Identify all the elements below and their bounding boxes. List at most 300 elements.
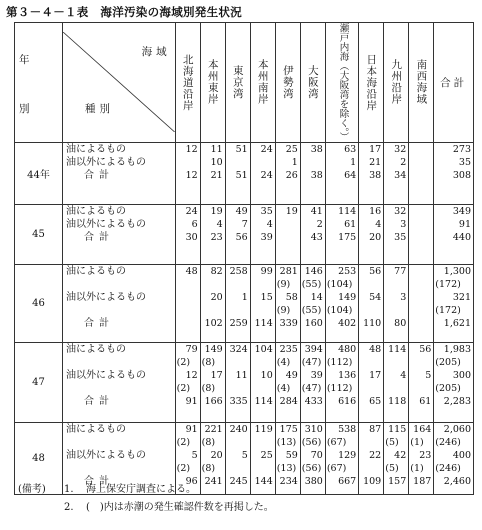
value-text: 91 xyxy=(185,423,198,435)
red-tide-count: (112) xyxy=(326,356,353,368)
category-label: 油以外によるもの xyxy=(65,449,146,461)
value-text xyxy=(176,291,198,304)
value-text: 26 xyxy=(285,169,298,181)
value-cell xyxy=(434,342,474,422)
value-text: 35 xyxy=(260,205,273,217)
value-cell xyxy=(359,142,384,204)
value-text: 4 xyxy=(400,369,407,381)
value-cell xyxy=(300,422,325,494)
year-cell: 45 xyxy=(15,204,63,264)
col-header-japan-sea: 日本海沿岸 xyxy=(359,23,384,143)
value-text: 23 xyxy=(419,449,432,461)
year-row xyxy=(15,342,474,422)
value-cell xyxy=(325,142,358,204)
value-text: 114 xyxy=(388,343,407,355)
red-tide-count: (5) xyxy=(385,436,399,448)
value-text: 56 xyxy=(235,231,248,243)
category-label: 油によるもの xyxy=(65,205,126,217)
value-text: 160 xyxy=(304,317,323,329)
year-cell: 46 xyxy=(15,264,63,342)
value-text: 4 xyxy=(375,218,382,230)
value-cell xyxy=(275,264,300,342)
value-text: 2,460 xyxy=(443,475,471,487)
red-tide-count: (5) xyxy=(385,462,399,474)
value-text: 144 xyxy=(254,475,273,487)
value-text: 96 xyxy=(185,475,198,487)
red-tide-count: (47) xyxy=(301,382,322,394)
value-text: 284 xyxy=(279,395,298,407)
value-text: 1 xyxy=(291,156,298,168)
value-cell xyxy=(300,142,325,204)
category-label: 合計 xyxy=(83,169,114,181)
value-text: 51 xyxy=(235,143,248,155)
year-cell: 44年 xyxy=(15,142,63,204)
category-label: 油によるもの xyxy=(65,343,126,355)
value-text: 70 xyxy=(310,449,323,461)
value-text: 324 xyxy=(229,343,248,355)
value-text: 16 xyxy=(369,205,382,217)
note-text: ( )内は赤潮の発生確認件数を再掲した。 xyxy=(86,502,274,513)
value-text: 54 xyxy=(369,291,382,303)
red-tide-count: (55) xyxy=(301,278,322,290)
value-text: 10 xyxy=(210,156,223,168)
value-text: 12 xyxy=(185,169,198,181)
value-text: 24 xyxy=(260,169,273,181)
value-text: 114 xyxy=(254,395,273,407)
value-text: 102 xyxy=(204,317,223,329)
value-cell xyxy=(300,342,325,422)
value-text: 164 xyxy=(413,423,432,435)
value-text xyxy=(176,317,198,330)
value-text: 39 xyxy=(260,231,273,243)
value-text: 2,283 xyxy=(443,395,471,407)
value-text xyxy=(409,291,431,304)
value-cell xyxy=(409,142,434,204)
value-cell xyxy=(325,422,358,494)
value-text xyxy=(276,231,298,244)
value-text: 308 xyxy=(452,169,471,181)
red-tide-count: (1) xyxy=(410,462,424,474)
red-tide-count: (2) xyxy=(176,462,191,474)
value-cell xyxy=(275,204,300,264)
category-cell xyxy=(62,142,175,204)
value-text: 80 xyxy=(394,317,407,329)
col-header-southwest: 南西海域 xyxy=(409,23,434,143)
value-cell xyxy=(250,342,275,422)
value-cell xyxy=(384,142,409,204)
value-text: 23 xyxy=(210,231,223,243)
value-text: 281 xyxy=(279,265,298,277)
red-tide-count: (2) xyxy=(176,382,191,394)
value-text: 253 xyxy=(338,265,357,277)
category-label: 合計 xyxy=(83,475,114,487)
corner-bottom-label: 種別 xyxy=(84,103,114,116)
value-text: 335 xyxy=(229,395,248,407)
value-text xyxy=(409,156,431,169)
value-cell xyxy=(409,342,434,422)
category-label: 油以外によるもの xyxy=(65,369,146,381)
red-tide-count: (9) xyxy=(276,278,291,290)
red-tide-count: (2) xyxy=(176,436,191,448)
value-text: 56 xyxy=(419,343,432,355)
col-header-osaka-bay: 大阪湾 xyxy=(300,23,325,143)
value-text: 166 xyxy=(204,395,223,407)
value-text: 48 xyxy=(185,265,198,277)
value-text xyxy=(409,143,431,156)
value-text: 259 xyxy=(229,317,248,329)
category-label: 合計 xyxy=(83,231,114,243)
value-text: 400 xyxy=(452,449,471,461)
value-text: 149 xyxy=(338,291,357,303)
value-text: 240 xyxy=(229,423,248,435)
red-tide-count: (2) xyxy=(176,356,191,368)
corner-top-label: 海域 xyxy=(141,46,171,59)
value-text: 221 xyxy=(204,423,223,435)
value-text: 104 xyxy=(254,343,273,355)
value-text: 39 xyxy=(310,369,323,381)
value-cell xyxy=(325,264,358,342)
value-cell xyxy=(300,204,325,264)
red-tide-count: (1) xyxy=(410,436,424,448)
value-cell xyxy=(275,342,300,422)
value-text: 48 xyxy=(369,343,382,355)
value-cell xyxy=(434,204,474,264)
table-title: 第３－４－１表 海洋汚染の海域別発生状況 xyxy=(6,5,242,19)
value-cell xyxy=(409,422,434,494)
value-text: 6 xyxy=(191,218,198,230)
value-text: 118 xyxy=(388,395,407,407)
red-tide-count: (55) xyxy=(301,304,322,316)
value-text: 129 xyxy=(338,449,357,461)
value-text: 380 xyxy=(304,475,323,487)
value-text: 35 xyxy=(394,231,407,243)
value-text: 19 xyxy=(285,205,298,217)
red-tide-count: (8) xyxy=(201,356,216,368)
note-row-2 xyxy=(18,499,274,517)
value-text: 1 xyxy=(350,156,357,168)
value-text: 480 xyxy=(338,343,357,355)
notes-label: (備考) xyxy=(18,484,46,495)
value-text: 17 xyxy=(369,369,382,381)
red-tide-count: (4) xyxy=(276,356,291,368)
value-text xyxy=(176,156,198,169)
value-text: 300 xyxy=(452,369,471,381)
year-cell: 48 xyxy=(15,422,63,494)
value-text: 38 xyxy=(310,169,323,181)
category-label: 油によるもの xyxy=(65,265,126,277)
value-text: 2 xyxy=(316,218,323,230)
value-text: 1,621 xyxy=(443,317,471,329)
red-tide-count: (246) xyxy=(435,436,461,448)
value-text: 245 xyxy=(229,475,248,487)
value-cell xyxy=(250,204,275,264)
note-number: 2. xyxy=(64,502,74,513)
value-text xyxy=(409,205,431,218)
value-cell xyxy=(200,142,225,204)
value-text: 22 xyxy=(369,449,382,461)
value-text: 65 xyxy=(369,395,382,407)
red-tide-count: (56) xyxy=(301,462,322,474)
red-tide-count: (8) xyxy=(201,382,216,394)
red-tide-count: (172) xyxy=(435,278,461,290)
note-row-1 xyxy=(18,481,274,499)
value-cell xyxy=(175,264,200,342)
value-text: 20 xyxy=(210,449,223,461)
category-label: 油以外によるもの xyxy=(65,156,146,168)
red-tide-count: (104) xyxy=(326,278,353,290)
value-text xyxy=(276,218,298,231)
value-text xyxy=(409,169,431,182)
year-header xyxy=(15,23,63,143)
value-text: 10 xyxy=(260,369,273,381)
value-text: 157 xyxy=(388,475,407,487)
value-text: 4 xyxy=(216,218,223,230)
category-cell xyxy=(62,204,175,264)
value-text: 119 xyxy=(254,423,273,435)
value-text: 109 xyxy=(363,475,382,487)
red-tide-count: (205) xyxy=(435,356,461,368)
red-tide-count: (8) xyxy=(201,462,216,474)
value-cell xyxy=(200,342,225,422)
value-text: 433 xyxy=(304,395,323,407)
value-text: 61 xyxy=(419,395,432,407)
value-text: 87 xyxy=(369,423,382,435)
value-cell xyxy=(359,342,384,422)
value-cell xyxy=(200,264,225,342)
value-cell xyxy=(200,204,225,264)
value-text: 2,060 xyxy=(443,423,471,435)
col-header-honshu-east: 本州東岸 xyxy=(200,23,225,143)
value-text: 17 xyxy=(210,369,223,381)
value-text: 24 xyxy=(260,143,273,155)
value-text: 241 xyxy=(204,475,223,487)
value-cell xyxy=(225,342,250,422)
value-cell xyxy=(300,264,325,342)
value-cell xyxy=(409,204,434,264)
value-text: 115 xyxy=(388,423,407,435)
value-text: 91 xyxy=(458,218,471,230)
value-text: 146 xyxy=(304,265,323,277)
year-cell: 47 xyxy=(15,342,63,422)
red-tide-count: (56) xyxy=(301,436,322,448)
value-text: 59 xyxy=(285,449,298,461)
value-cell xyxy=(384,204,409,264)
red-tide-count: (112) xyxy=(326,382,353,394)
value-text: 1 xyxy=(241,291,248,303)
value-text: 538 xyxy=(338,423,357,435)
value-text: 38 xyxy=(369,169,382,181)
note-text: 海上保安庁調査による。 xyxy=(86,484,196,495)
red-tide-count: (67) xyxy=(326,436,347,448)
value-text xyxy=(409,231,431,244)
value-cell xyxy=(359,204,384,264)
value-text: 21 xyxy=(210,169,223,181)
value-text: 43 xyxy=(310,231,323,243)
col-header-seto-inland-sea: 瀬戸内海（大阪湾を除く。） xyxy=(325,23,358,143)
red-tide-count: (172) xyxy=(435,304,461,316)
value-text: 616 xyxy=(338,395,357,407)
value-cell xyxy=(225,204,250,264)
value-text: 273 xyxy=(452,143,471,155)
value-text: 63 xyxy=(344,143,357,155)
value-text: 49 xyxy=(285,369,298,381)
value-text: 234 xyxy=(279,475,298,487)
value-text: 32 xyxy=(394,205,407,217)
red-tide-count: (67) xyxy=(326,462,347,474)
value-text: 402 xyxy=(338,317,357,329)
col-header-ise-bay: 伊勢湾 xyxy=(275,23,300,143)
value-text xyxy=(409,265,431,278)
red-tide-count: (205) xyxy=(435,382,461,394)
year-row xyxy=(15,142,474,204)
value-text xyxy=(251,156,273,169)
value-text: 25 xyxy=(285,143,298,155)
value-text: 51 xyxy=(235,169,248,181)
value-text: 175 xyxy=(279,423,298,435)
red-tide-count: (13) xyxy=(276,436,297,448)
year-row xyxy=(15,264,474,342)
value-text: 5 xyxy=(425,369,432,381)
value-text: 5 xyxy=(241,449,248,461)
value-cell xyxy=(175,342,200,422)
value-text xyxy=(226,156,248,169)
red-tide-count: (246) xyxy=(435,462,461,474)
red-tide-count: (13) xyxy=(276,462,297,474)
col-header-hokkaido: 北海道沿岸 xyxy=(175,23,200,143)
value-text: 64 xyxy=(344,169,357,181)
value-text: 15 xyxy=(260,291,273,303)
header-row xyxy=(15,23,474,143)
value-text xyxy=(409,317,431,330)
value-text: 91 xyxy=(185,395,198,407)
value-text: 187 xyxy=(413,475,432,487)
red-tide-count: (9) xyxy=(276,304,291,316)
value-text: 2 xyxy=(400,156,407,168)
value-text: 175 xyxy=(338,231,357,243)
category-label: 合計 xyxy=(83,395,114,407)
value-text: 4 xyxy=(266,218,273,230)
value-text: 310 xyxy=(304,423,323,435)
red-tide-count: (47) xyxy=(301,356,322,368)
value-text: 49 xyxy=(235,205,248,217)
value-text: 21 xyxy=(369,156,382,168)
value-text: 440 xyxy=(452,231,471,243)
category-label: 油によるもの xyxy=(65,143,126,155)
value-text: 339 xyxy=(279,317,298,329)
value-text: 35 xyxy=(458,156,471,168)
value-text: 25 xyxy=(260,449,273,461)
value-text: 1,300 xyxy=(443,265,471,277)
value-text: 41 xyxy=(310,205,323,217)
col-header-kyushu: 九州沿岸 xyxy=(384,23,409,143)
year-header-top: 年 xyxy=(19,54,30,67)
value-text: 20 xyxy=(210,291,223,303)
red-tide-count: (8) xyxy=(201,436,216,448)
value-text: 99 xyxy=(260,265,273,277)
category-label: 合計 xyxy=(83,317,114,329)
value-text: 11 xyxy=(210,143,223,155)
corner-header xyxy=(62,23,175,143)
red-tide-count: (4) xyxy=(276,382,291,394)
value-cell xyxy=(384,264,409,342)
col-header-honshu-south: 本州南岸 xyxy=(250,23,275,143)
value-text: 20 xyxy=(369,231,382,243)
value-text xyxy=(301,156,323,169)
value-text: 7 xyxy=(241,218,248,230)
value-text: 61 xyxy=(344,218,357,230)
value-cell xyxy=(359,264,384,342)
value-cell xyxy=(359,422,384,494)
value-cell xyxy=(434,422,474,494)
year-row xyxy=(15,204,474,264)
value-text: 56 xyxy=(369,265,382,277)
category-label: 油によるもの xyxy=(65,423,126,435)
red-tide-count: (104) xyxy=(326,304,353,316)
value-text: 82 xyxy=(210,265,223,277)
value-cell xyxy=(225,142,250,204)
col-header-total: 合計 xyxy=(434,23,474,143)
value-cell xyxy=(384,422,409,494)
value-text: 77 xyxy=(394,265,407,277)
value-text xyxy=(409,218,431,231)
value-cell xyxy=(325,204,358,264)
category-cell xyxy=(62,264,175,342)
value-text: 11 xyxy=(235,369,248,381)
value-text: 42 xyxy=(394,449,407,461)
value-cell xyxy=(434,142,474,204)
value-cell xyxy=(250,264,275,342)
category-label: 油以外によるもの xyxy=(65,291,146,303)
value-text: 235 xyxy=(279,343,298,355)
col-header-tokyo-bay: 東京湾 xyxy=(225,23,250,143)
notes xyxy=(18,481,274,517)
value-cell xyxy=(175,204,200,264)
value-text: 136 xyxy=(338,369,357,381)
value-text: 34 xyxy=(394,169,407,181)
value-text: 258 xyxy=(229,265,248,277)
value-text: 114 xyxy=(254,317,273,329)
category-cell xyxy=(62,342,175,422)
value-text: 1,983 xyxy=(443,343,471,355)
value-text: 149 xyxy=(204,343,223,355)
year-header-bottom: 別 xyxy=(19,103,30,116)
value-text: 394 xyxy=(304,343,323,355)
value-text: 19 xyxy=(210,205,223,217)
category-label: 油以外によるもの xyxy=(65,218,146,230)
value-text: 38 xyxy=(310,143,323,155)
value-text: 110 xyxy=(363,317,382,329)
value-text: 17 xyxy=(369,143,382,155)
value-cell xyxy=(325,342,358,422)
value-cell xyxy=(434,264,474,342)
value-text: 667 xyxy=(338,475,357,487)
value-text: 5 xyxy=(191,449,198,461)
value-text: 79 xyxy=(185,343,198,355)
value-cell xyxy=(275,142,300,204)
value-text: 58 xyxy=(285,291,298,303)
value-cell xyxy=(409,264,434,342)
value-text: 3 xyxy=(400,291,407,303)
value-text: 32 xyxy=(394,143,407,155)
value-text: 349 xyxy=(452,205,471,217)
value-text: 30 xyxy=(185,231,198,243)
value-cell xyxy=(175,142,200,204)
value-text: 14 xyxy=(310,291,323,303)
value-cell xyxy=(250,142,275,204)
note-number: 1. xyxy=(64,484,74,495)
value-text: 24 xyxy=(185,205,198,217)
value-text: 12 xyxy=(185,143,198,155)
